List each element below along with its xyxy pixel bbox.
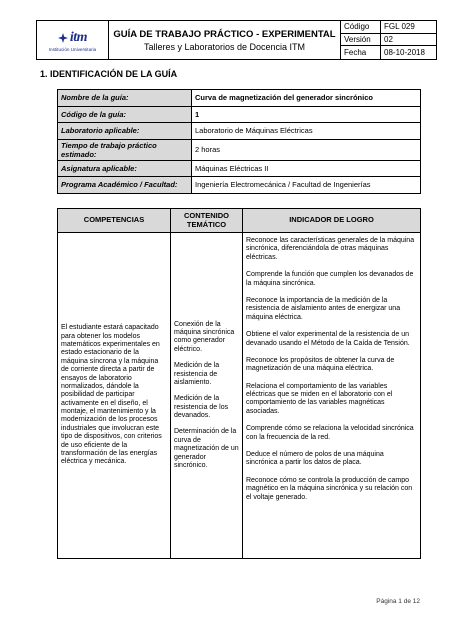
- indicator-item: Relaciona el comportamiento de las variables eléctricas que se miden en el laboratorio con el comportamiento de las variables magnéticas asociadas.: [246, 382, 393, 415]
- competence-text: El estudiante estará capacitado para obtener los modelos matemáticos experimentales en estado estacionario de la máquina síncrona y la máquina de corriente directa a partir de ensayos de laboratorio normalizados, dándole la posibilidad de participar activamente en el diseño, el montaje, el mantenimiento y la modernización de los procesos industriales que involucran este tipo de dispositivos, con criterios de uso eficiente de la transformación de las energías eléctrica y mecánica.: [58, 233, 171, 559]
- column-header-contenido: CONTENIDO TEMÁTICO: [171, 209, 243, 233]
- page-number: Página 1 de 12: [376, 598, 420, 605]
- info-label: Asignatura aplicable:: [58, 160, 192, 177]
- competencies-table: [57, 208, 421, 559]
- header-title-block: [109, 21, 341, 59]
- guide-info-table: [57, 89, 421, 194]
- table-row: [58, 123, 421, 140]
- table-row: [58, 160, 421, 177]
- document-title: GUÍA DE TRABAJO PRÁCTICO - EXPERIMENTAL: [113, 28, 336, 40]
- info-label: Tiempo de trabajo práctico estimado:: [58, 139, 192, 160]
- info-label: Laboratorio aplicable:: [58, 123, 192, 140]
- document-meta: [341, 21, 436, 59]
- logo-subtext: Institución Universitaria: [48, 47, 97, 52]
- logo-star-icon: [58, 33, 68, 43]
- document-header: [36, 20, 437, 60]
- logo-text: itm: [69, 30, 88, 45]
- indicator-item: Comprende la función que cumplen los devanados de la máquina sincrónica.: [246, 271, 414, 287]
- indicator-item: Deduce el número de polos de una máquina sincrónica a partir los datos de placa.: [246, 451, 384, 467]
- info-value: 2 horas: [192, 139, 421, 160]
- table-row: [58, 139, 421, 160]
- column-header-competencias: COMPETENCIAS: [58, 209, 171, 233]
- document-subtitle: Talleres y Laboratorios de Docencia ITM: [143, 41, 306, 52]
- indicator-item: Comprende cómo se relaciona la velocidad sincrónica con la frecuencia de la red.: [246, 425, 414, 441]
- itm-logo: [37, 21, 109, 59]
- meta-version-value: 02: [381, 34, 436, 47]
- content-item: Medición de la resistencia de aislamiento.: [174, 362, 220, 386]
- meta-code-value: FGL 029: [381, 21, 436, 34]
- indicators-cell: [243, 233, 421, 559]
- indicator-item: Reconoce la importancia de la medición de la resistencia de aislamiento antes de energizar una máquina eléctrica.: [246, 296, 401, 321]
- content-item: Medición de la resistencia de los devanados.: [174, 395, 229, 420]
- table-row: [58, 233, 421, 559]
- indicator-item: Obtiene el valor experimental de la resistencia de un devanado usando el Método de la Caída de Tensión.: [246, 331, 410, 347]
- indicator-item: Reconoce cómo se controla la producción de campo magnético en la máquina sincrónica y su relación con el voltaje generado.: [246, 476, 413, 501]
- indicator-item: Reconoce las características generales de la máquina sincrónica, diferenciándola de otras máquinas eléctricas.: [246, 237, 415, 261]
- content-item: Determinación de la curva de magnetización de un generador sincrónico.: [174, 428, 239, 470]
- meta-version-label: Versión: [341, 34, 381, 47]
- info-label: Código de la guía:: [58, 106, 192, 123]
- info-label: Programa Académico / Facultad:: [58, 177, 192, 194]
- content-cell: [171, 233, 243, 559]
- table-row: [58, 177, 421, 194]
- info-label: Nombre de la guía:: [58, 90, 192, 107]
- info-value: 1: [192, 106, 421, 123]
- meta-code-label: Código: [341, 21, 381, 34]
- info-value: Máquinas Eléctricas II: [192, 160, 421, 177]
- table-header-row: [58, 209, 421, 233]
- info-value: Ingeniería Electromecánica / Facultad de Ingenierías: [192, 177, 421, 194]
- column-header-indicador: INDICADOR DE LOGRO: [243, 209, 421, 233]
- meta-date-value: 08-10-2018: [384, 48, 425, 58]
- info-value: Laboratorio de Máquinas Eléctricas: [192, 123, 421, 140]
- table-row: [58, 90, 421, 107]
- info-value: Curva de magnetización del generador sincrónico: [192, 90, 421, 107]
- meta-date-label: Fecha: [341, 46, 381, 59]
- indicator-item: Reconoce los propósitos de obtener la curva de magnetización de una máquina eléctrica.: [246, 356, 395, 373]
- content-item: Conexión de la máquina sincrónica como generador eléctrico.: [174, 320, 235, 353]
- section-title: 1. IDENTIFICACIÓN DE LA GUÍA: [40, 69, 178, 79]
- table-row: [58, 106, 421, 123]
